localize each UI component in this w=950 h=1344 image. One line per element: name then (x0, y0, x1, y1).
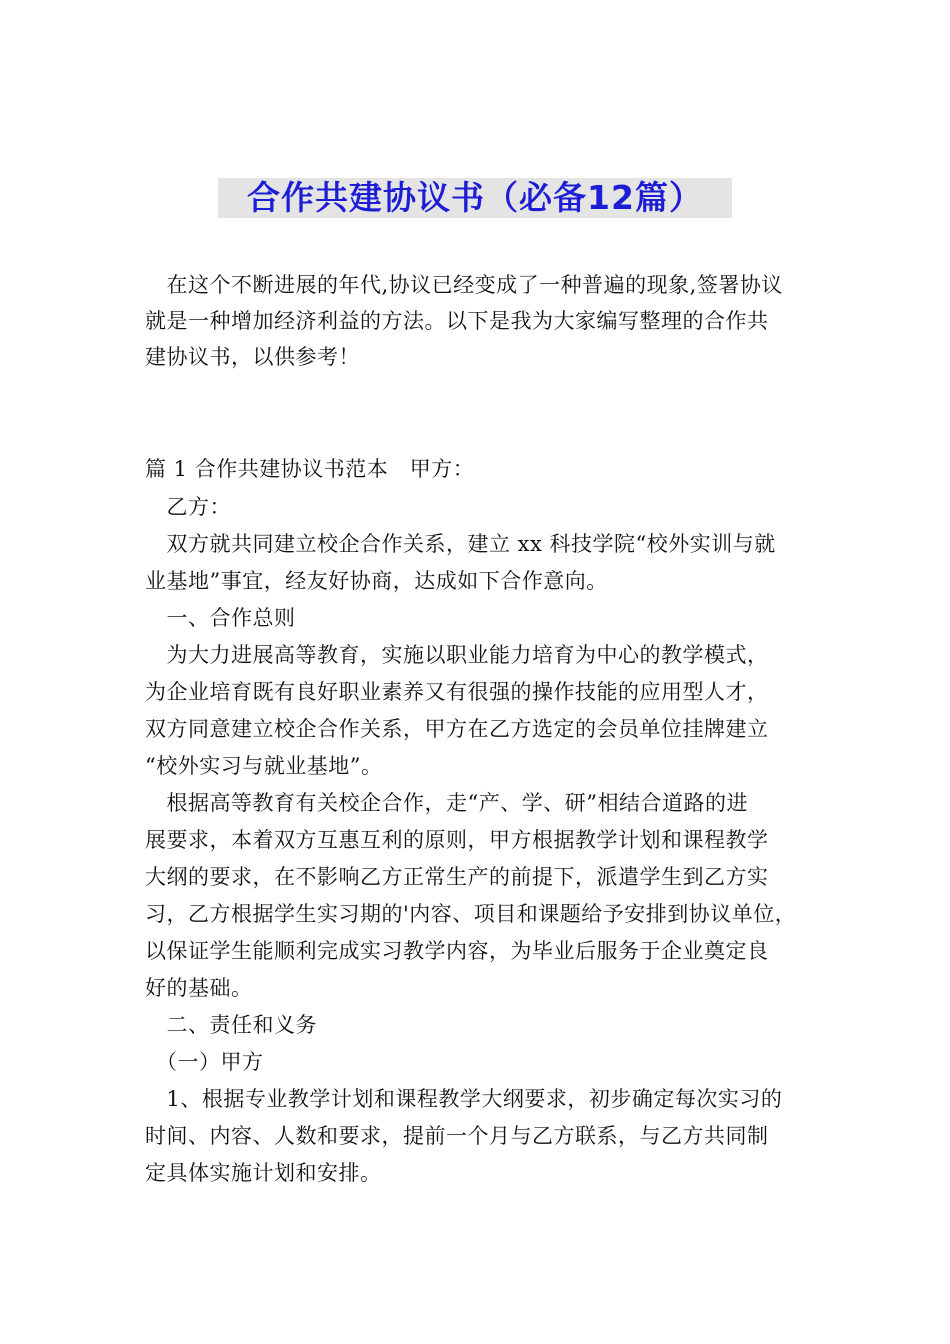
document-title: 合作共建协议书（必备12篇） (247, 178, 703, 217)
paragraph-line: 业基地”事宜，经友好协商，达成如下合作意向。 (145, 569, 608, 593)
intro-line-3: 建协议书，以供参考！ (145, 345, 360, 369)
paragraph-line: 1、根据专业教学计划和课程教学大纲要求，初步确定每次实习的 (145, 1087, 783, 1111)
paragraph-line: 好的基础。 (145, 976, 253, 1000)
intro-line-1: 在这个不断进展的年代,协议已经变成了一种普遍的现象,签署协议 (145, 273, 783, 297)
paragraph-line: 以保证学生能顺利完成实习教学内容，为毕业后服务于企业奠定良 (145, 939, 769, 963)
title-highlight (218, 178, 732, 218)
paragraph-line: 大纲的要求，在不影响乙方正常生产的前提下，派遣学生到乙方实 (145, 865, 769, 889)
paragraph-line: 习，乙方根据学生实习期的'内容、项目和课题给予安排到协议单位， (145, 902, 797, 926)
paragraph-line: 根据高等教育有关校企合作，走“产、学、研”相结合道路的进 (145, 791, 748, 815)
section-heading: 篇 1 合作共建协议书范本 甲方： (145, 457, 475, 481)
paragraph-line: 为大力进展高等教育，实施以职业能力培育为中心的教学模式， (145, 643, 769, 667)
paragraph-line: 时间、内容、人数和要求，提前一个月与乙方联系，与乙方共同制 (145, 1124, 769, 1148)
paragraph-line: 展要求，本着双方互惠互利的原则，甲方根据教学计划和课程教学 (145, 828, 769, 852)
intro-line-2: 就是一种增加经济利益的方法。以下是我为大家编写整理的合作共 (145, 309, 769, 333)
paragraph-line: 双方就共同建立校企合作关系，建立 xx 科技学院“校外实训与就 (145, 532, 776, 556)
paragraph-line: 定具体实施计划和安排。 (145, 1161, 382, 1185)
subheading-general-principles: 一、合作总则 (145, 606, 296, 630)
subheading-responsibilities: 二、责任和义务 (145, 1013, 317, 1037)
party-b-label: 乙方： (145, 495, 231, 519)
paragraph-line: 双方同意建立校企合作关系，甲方在乙方选定的会员单位挂牌建立 (145, 717, 769, 741)
paragraph-line: 为企业培育既有良好职业素养又有很强的操作技能的应用型人才， (145, 680, 769, 704)
paragraph-line: “校外实习与就业基地”。 (145, 754, 383, 778)
subheading-party-a: （一）甲方 (145, 1050, 264, 1074)
